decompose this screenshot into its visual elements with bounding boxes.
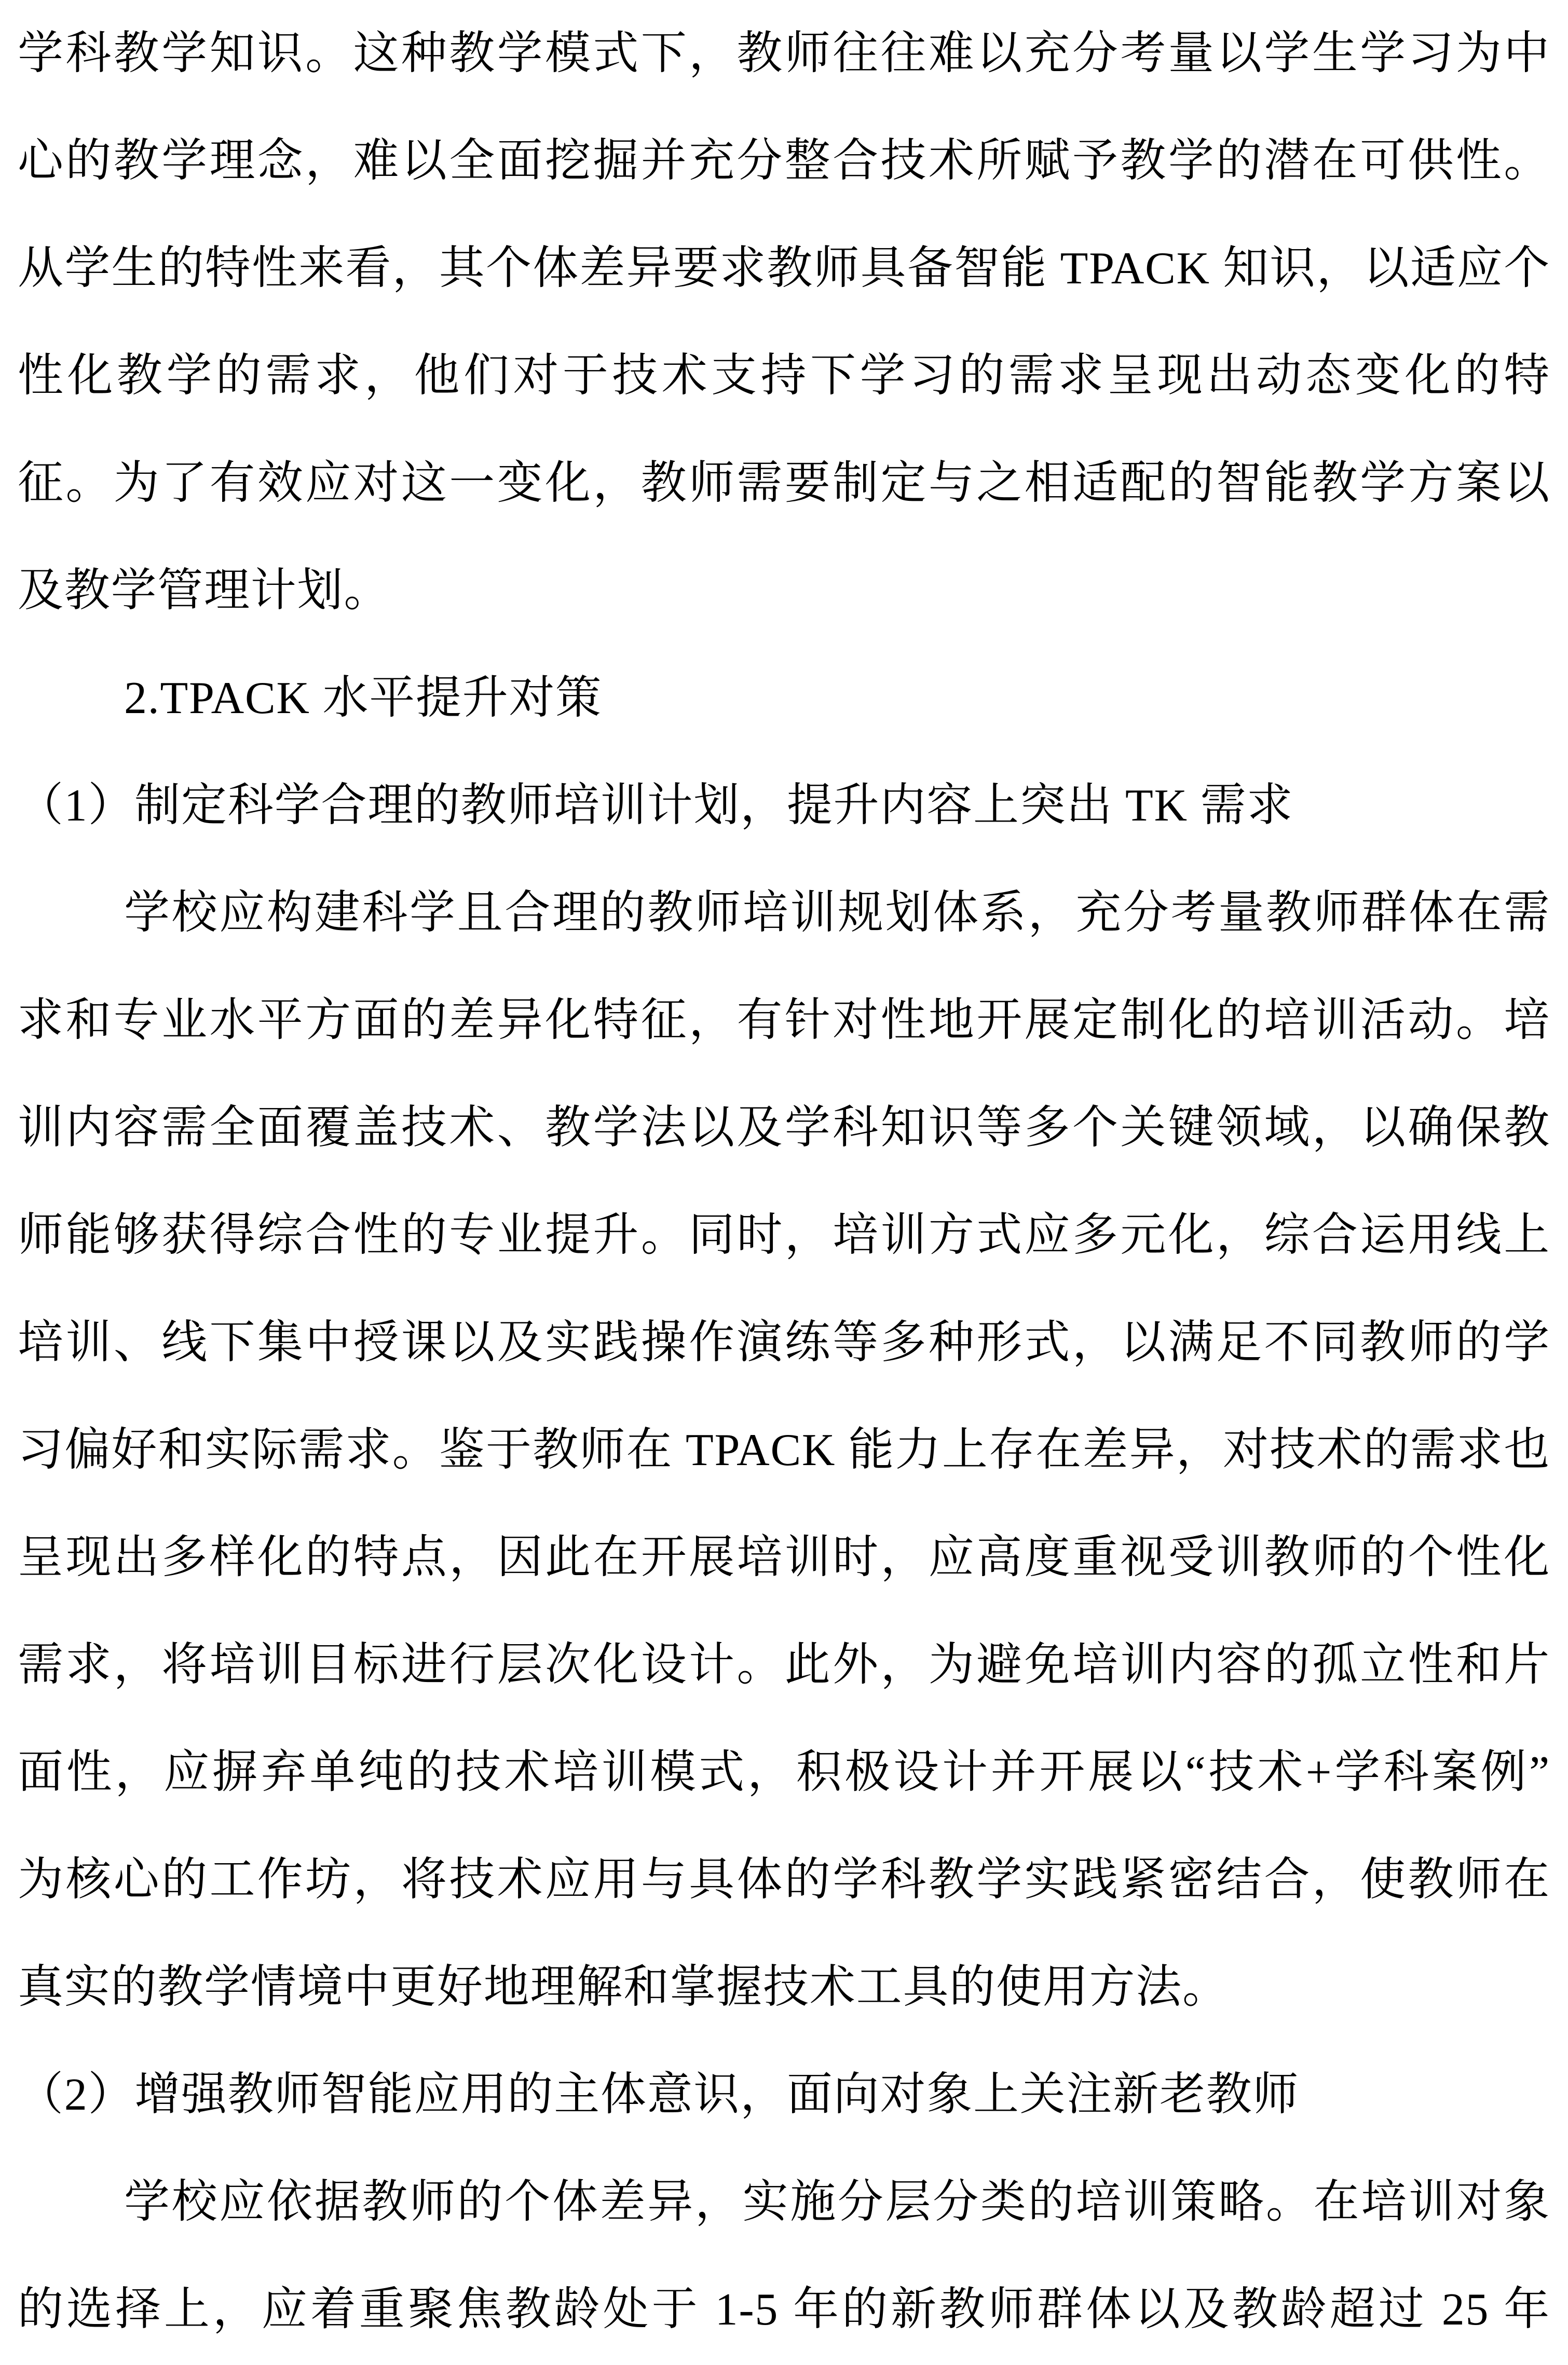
text-line: 学科教学知识。这种教学模式下，教师往往难以充分考量以学生学习为中 bbox=[18, 29, 1550, 79]
text-line: 需求，将培训目标进行层次化设计。此外，为避免培训内容的孤立性和片 bbox=[18, 1640, 1550, 1690]
text-line: 为核心的工作坊，将技术应用与具体的学科教学实践紧密结合，使教师在 bbox=[18, 1855, 1550, 1905]
text-line: 心的教学理念，难以全面挖掘并充分整合技术所赋予教学的潜在可供性。 bbox=[18, 136, 1550, 186]
text-line: 呈现出多样化的特点，因此在开展培训时，应高度重视受训教师的个性化 bbox=[18, 1533, 1550, 1583]
document-body bbox=[18, 0, 1550, 2363]
text-line: 习偏好和实际需求。鉴于教师在 TPACK 能力上存在差异，对技术的需求也 bbox=[18, 1425, 1550, 1475]
text-line: 学校应依据教师的个体差异，实施分层分类的培训策略。在培训对象 bbox=[124, 2177, 1550, 2227]
text-line: 求和专业水平方面的差异化特征，有针对性地开展定制化的培训活动。培 bbox=[18, 995, 1550, 1046]
text-line: 2.TPACK 水平提升对策 bbox=[124, 673, 603, 723]
text-line: 征。为了有效应对这一变化，教师需要制定与之相适配的智能教学方案以 bbox=[18, 458, 1550, 509]
text-line: 真实的教学情境中更好地理解和掌握技术工具的使用方法。 bbox=[18, 1962, 1229, 2013]
text-line: 师能够获得综合性的专业提升。同时，培训方式应多元化，综合运用线上 bbox=[18, 1210, 1550, 1261]
text-line: （2）增强教师智能应用的主体意识，面向对象上关注新老教师 bbox=[18, 2070, 1300, 2120]
text-line: 训内容需全面覆盖技术、教学法以及学科知识等多个关键领域，以确保教 bbox=[18, 1103, 1550, 1153]
text-line: 性化教学的需求，他们对于技术支持下学习的需求呈现出动态变化的特 bbox=[18, 351, 1550, 401]
text-line: 及教学管理计划。 bbox=[18, 566, 391, 616]
text-line: （1）制定科学合理的教师培训计划，提升内容上突出 TK 需求 bbox=[18, 781, 1294, 831]
text-line: 的选择上，应着重聚焦教龄处于 1-5 年的新教师群体以及教龄超过 25 年 bbox=[18, 2285, 1550, 2335]
text-line: 学校应构建科学且合理的教师培训规划体系，充分考量教师群体在需 bbox=[124, 888, 1550, 938]
text-line: 培训、线下集中授课以及实践操作演练等多种形式，以满足不同教师的学 bbox=[18, 1318, 1550, 1368]
text-line: 从学生的特性来看，其个体差异要求教师具备智能 TPACK 知识，以适应个 bbox=[18, 243, 1550, 294]
text-line: 面性，应摒弃单纯的技术培训模式，积极设计并开展以“技术+学科案例” bbox=[18, 1747, 1550, 1798]
